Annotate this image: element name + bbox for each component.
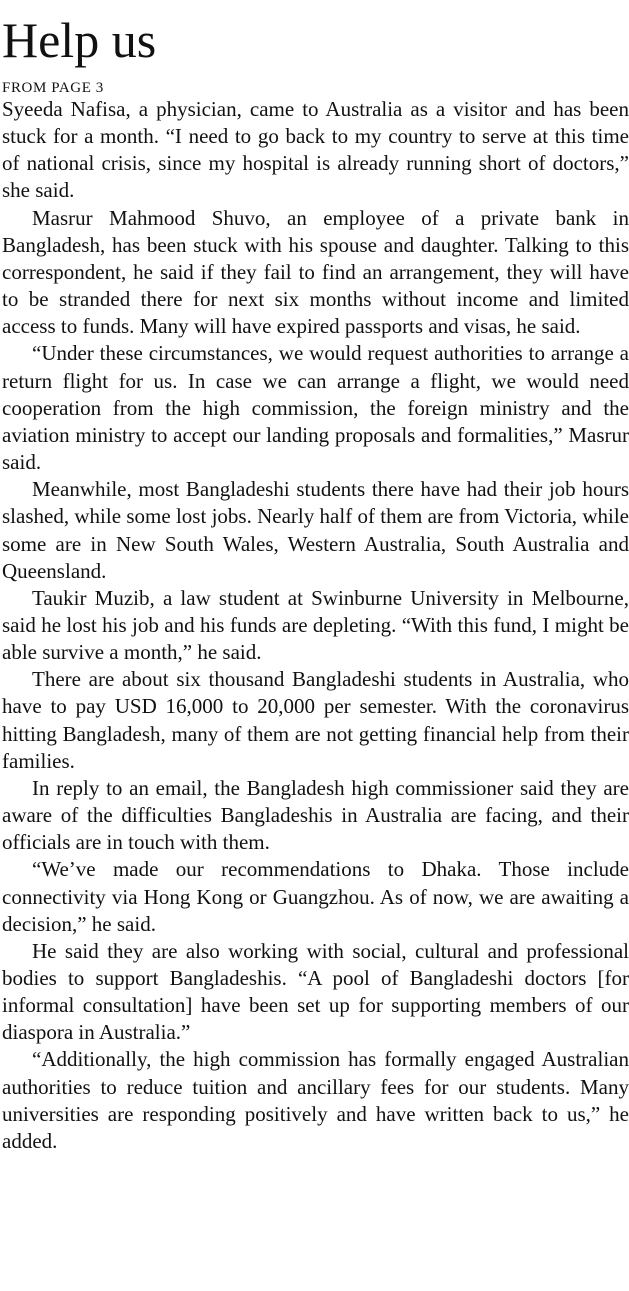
paragraph: “Under these circumstances, we would request authorities to arrange a return flight for us. In case we can arrange a flight, we would need cooperation from the high commission, the foreign ministry and the aviation ministry to accept our landing proposals and formalities,” Masrur said. [2,341,629,475]
article [0,14,629,1155]
paragraph: There are about six thousand Bangladeshi students in Australia, who have to pay USD 16,000 to 20,000 per semester. With the coronavirus hitting Bangladesh, many of them are not getting financial help from their families. [2,667,629,773]
paragraph: “We’ve made our recommendations to Dhaka. Those include connectivity via Hong Kong or Guangzhou. As of now, we are awaiting a decision,” he said. [2,857,629,936]
paragraph: Syeeda Nafisa, a physician, came to Australia as a visitor and has been stuck for a month. “I need to go back to my country to serve at this time of national crisis, since my hospital is already running short of doctors,” she said. [2,97,629,203]
paragraph: Masrur Mahmood Shuvo, an employee of a private bank in Bangladesh, has been stuck with his spouse and daughter. Talking to this correspondent, he said if they fail to find an arrangement, they will have to be stranded there for next six months without income and limited access to funds. Many will have expired passports and visas, he said. [2,205,629,339]
paragraph: Taukir Muzib, a law student at Swinburne University in Melbourne, said he lost his job and his funds are depleting. “With this fund, I might be able survive a month,” he said. [2,585,629,665]
article-body [2,96,629,1155]
jump-line: FROM PAGE 3 [2,80,104,96]
paragraph: In reply to an email, the Bangladesh high commissioner said they are aware of the difficulties Bangladeshis in Australia are facing, and their officials are in touch with them. [2,775,629,855]
paragraph: “Additionally, the high commission has formally engaged Australian authorities to reduce tuition and ancillary fees for our students. Many universities are responding positively and have written back to us,” he added. [2,1047,629,1153]
paragraph: Meanwhile, most Bangladeshi students there have had their job hours slashed, while some lost jobs. Nearly half of them are from Victoria, while some are in New South Wales, Western Australia, South Australia and Queensland. [2,477,629,583]
headline: Help us [2,12,157,68]
paragraph: He said they are also working with social, cultural and professional bodies to support Bangladeshis. “A pool of Bangladeshi doctors [for informal consultation] have been set up for supporting members of our diaspora in Australia.” [2,938,629,1045]
